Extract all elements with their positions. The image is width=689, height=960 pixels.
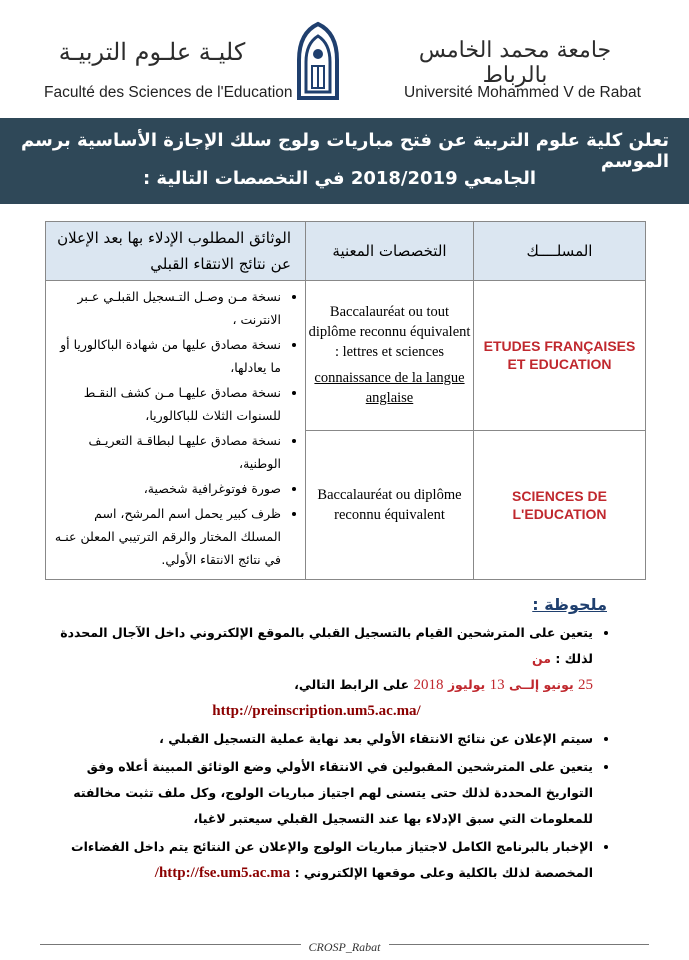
table-row	[46, 281, 646, 431]
faculty-name-arabic: كليـة علـوم التربيـة	[58, 38, 246, 66]
page-header	[0, 0, 689, 118]
programs-table	[45, 221, 646, 580]
list-item: • يتعين على المترشحين المقبولين في الانتقاء الأولي وضع الوثائق المبينة أعلاه وفق التواريخ المحددة لذلك حتى يتسنى لهم اجتياز مباريات الولوج، وكل ملف تثبت مخالفته للمعلومات التي سبق الإدلاء بها عند التسجيل القبلي سيعتبر لاغيا،	[40, 754, 593, 832]
footer-text: CROSP_Rabat	[301, 940, 389, 954]
header-filiere: المسلــــك	[474, 222, 646, 281]
date-to: 13	[489, 677, 505, 693]
filiere-cell: SCIENCES DE L'EDUCATION	[474, 430, 646, 580]
date-from: 25	[578, 677, 593, 693]
note-text: الإخبار بالبرنامج الكامل لاجتياز مباريات الولوج والإعلان عن النتائج يتم داخل الفضاءات المخصصة لذلك بالكلية وعلى موقعها الإلكتروني :	[71, 839, 593, 880]
header-documents: الوثائق المطلوب الإدلاء بها بعد الإعلان عن نتائج الانتقاء القبلي	[46, 222, 306, 281]
list-item: • سيتم الإعلان عن نتائج الانتقاء الأولي بعد نهاية عملية التسجيل القبلي ،	[40, 726, 593, 752]
list-item: • نسخة مصادق عليهـا مـن كشف النقـط للسنوات الثلاث للباكالوريا،	[52, 381, 281, 427]
list-item: • نسخة مـن وصـل التـسجيل القبلـي عـبر الانترنت ،	[52, 285, 281, 331]
documents-cell	[46, 281, 306, 580]
note-title: ملحوظة :	[532, 595, 607, 614]
table-header-row	[46, 222, 646, 281]
faculty-name-french: Faculté des Sciences de l'Education	[44, 84, 293, 101]
month-july: يوليوز	[447, 677, 486, 692]
notes-list	[40, 620, 607, 886]
list-item: • صورة فوتوغرافية شخصية،	[52, 477, 281, 500]
note-text: يتعين على المترشحين القيام بالتسجيل القبلي بالموقع الإلكتروني داخل الآجال المحددة لذلك :	[60, 625, 593, 666]
list-item: • نسخة مصادق عليها من شهادة الباكالوريا أو ما يعادلها،	[52, 333, 281, 379]
month-june: يونيو إلــى	[508, 677, 574, 692]
footer	[0, 936, 689, 955]
note-from: من	[532, 651, 552, 666]
documents-list	[52, 285, 295, 571]
header-specialties: التخصصات المعنية	[306, 222, 474, 281]
banner-line-2: الجامعي 2018/2019 في التخصصات التالية :	[142, 168, 537, 189]
banner-line-1: تعلن كلية علوم التربية عن فتح مباريات ولوج سلك الإجازة الأساسية برسم الموسم	[21, 130, 669, 172]
preinscription-link[interactable]: http://preinscription.um5.ac.ma/	[212, 703, 421, 719]
list-item: • نسخة مصادق عليهـا لبطاقـة التعريـف الوطنية،	[52, 429, 281, 475]
year: 2018	[413, 677, 444, 693]
university-emblem-icon	[291, 20, 345, 106]
specialty-cell	[306, 281, 474, 431]
announcement-banner	[0, 118, 689, 204]
list-item	[40, 834, 593, 886]
specialty-underlined-text: connaissance de la langue anglaise	[314, 370, 465, 407]
specialty-text: Baccalauréat ou tout diplôme reconnu équivalent : lettres et sciences	[308, 304, 471, 361]
university-name-arabic: جامعة محمد الخامس بالرباط	[418, 38, 612, 88]
fse-website-link[interactable]: http://fse.um5.ac.ma/	[154, 865, 291, 881]
filiere-cell: ETUDES FRANÇAISES ET EDUCATION	[474, 281, 646, 431]
list-item: • ظرف كبير يحمل اسم المرشح، اسم المسلك المختار والرقم الترتيبي المعلن عنـه في نتائج الانتقاء الأولي.	[52, 502, 281, 571]
specialty-text: Baccalauréat ou diplôme reconnu équivalent	[317, 486, 462, 523]
list-item	[40, 620, 593, 724]
university-name-french: Université Mohammed V de Rabat	[404, 84, 641, 101]
specialty-cell	[306, 430, 474, 580]
notes-section	[40, 620, 607, 888]
note-suffix: على الرابط التالي،	[294, 677, 410, 692]
